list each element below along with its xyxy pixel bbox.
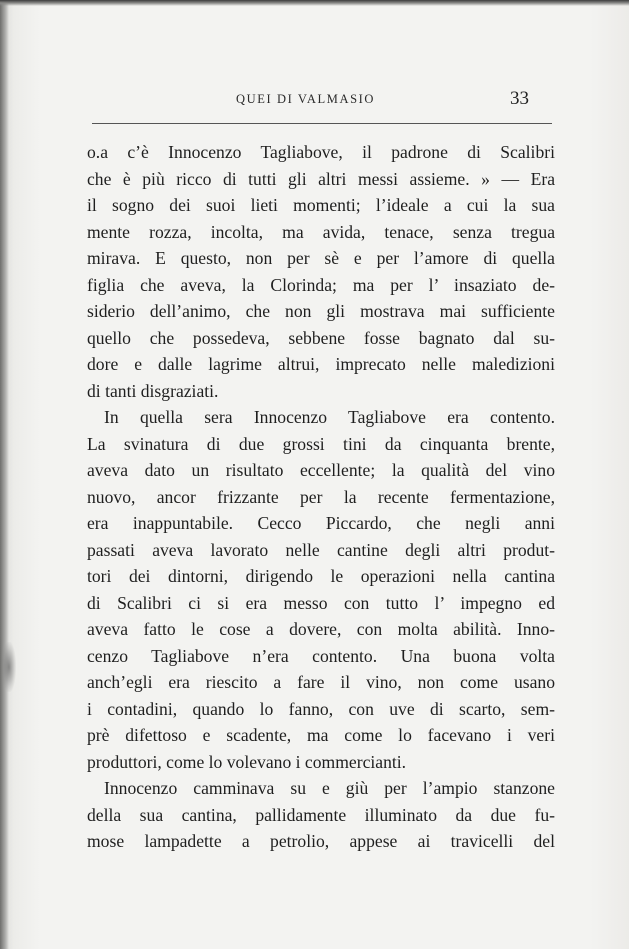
- text-line: In quella sera Innocenzo Tagliabove era contento.: [104, 407, 555, 427]
- text-line: aveva dato un risultato eccellente; la qualità del vino: [87, 460, 555, 480]
- text-line: il sogno dei suoi lieti momenti; l’ideale a cui la sua: [87, 195, 555, 215]
- text-line: quello che possedeva, sebbene fosse bagnato dal su-: [87, 327, 555, 348]
- text-line: cenzo Tagliabove n’era contento. Una buona volta: [87, 645, 555, 666]
- text-line: i contadini, quando lo fanno, con uve di scarto, sem-: [87, 698, 555, 719]
- text-line: aveva fatto le cose a dovere, con molta abilità. Inno-: [87, 619, 555, 639]
- body-text: [87, 139, 555, 855]
- text-line: mose lampadette a petrolio, appese ai travicelli del: [87, 831, 555, 851]
- text-line: passati aveva lavorato nelle cantine degli altri produt-: [87, 539, 555, 560]
- page-top-edge: [0, 0, 629, 6]
- margin-smudge: [2, 642, 16, 692]
- text-line: Innocenzo camminava su e giù per l’ampio stanzone: [104, 778, 555, 798]
- text-line: o.a c’è Innocenzo Tagliabove, il padrone di Scalibri: [87, 142, 555, 162]
- text-line: prè difettoso e scadente, ma come lo facevano i veri: [87, 725, 555, 745]
- text-line: era inappuntabile. Cecco Piccardo, che negli anni: [87, 513, 555, 533]
- text-line: che è più ricco di tutti gli altri messi assieme. » — Era: [87, 168, 555, 189]
- text-line: siderio dell’animo, che non gli mostrava mai sufficiente: [87, 301, 555, 321]
- binding-shadow: [0, 0, 9, 949]
- text-line: La svinatura di due grossi tini da cinquanta brente,: [87, 433, 555, 454]
- running-head: [0, 86, 629, 114]
- header-rule: [92, 123, 552, 124]
- text-line: anch’egli era riescito a fare il vino, non come usano: [87, 672, 555, 692]
- text-line: di tanti disgraziati.: [87, 380, 219, 401]
- text-line: della sua cantina, pallidamente illuminato da due fu-: [87, 804, 555, 825]
- text-line: dore e dalle lagrime altrui, imprecato nelle maledizioni: [87, 354, 555, 374]
- text-line: di Scalibri ci si era messo con tutto l’ impegno ed: [87, 592, 555, 613]
- text-line: mirava. E questo, non per sè e per l’amore di quella: [87, 248, 555, 268]
- text-line: produttori, come lo volevano i commercianti.: [87, 751, 407, 772]
- text-line: figlia che aveva, la Clorinda; ma per l’ insaziato de-: [87, 274, 555, 295]
- page-number: 33: [510, 88, 529, 109]
- text-line: nuovo, ancor frizzante per la recente fermentazione,: [87, 486, 555, 507]
- text-line: tori dei dintorni, dirigendo le operazioni nella cantina: [87, 566, 555, 586]
- text-line: mente rozza, incolta, ma avida, tenace, senza tregua: [87, 221, 555, 242]
- running-title: QUEI DI VALMASIO: [236, 92, 376, 106]
